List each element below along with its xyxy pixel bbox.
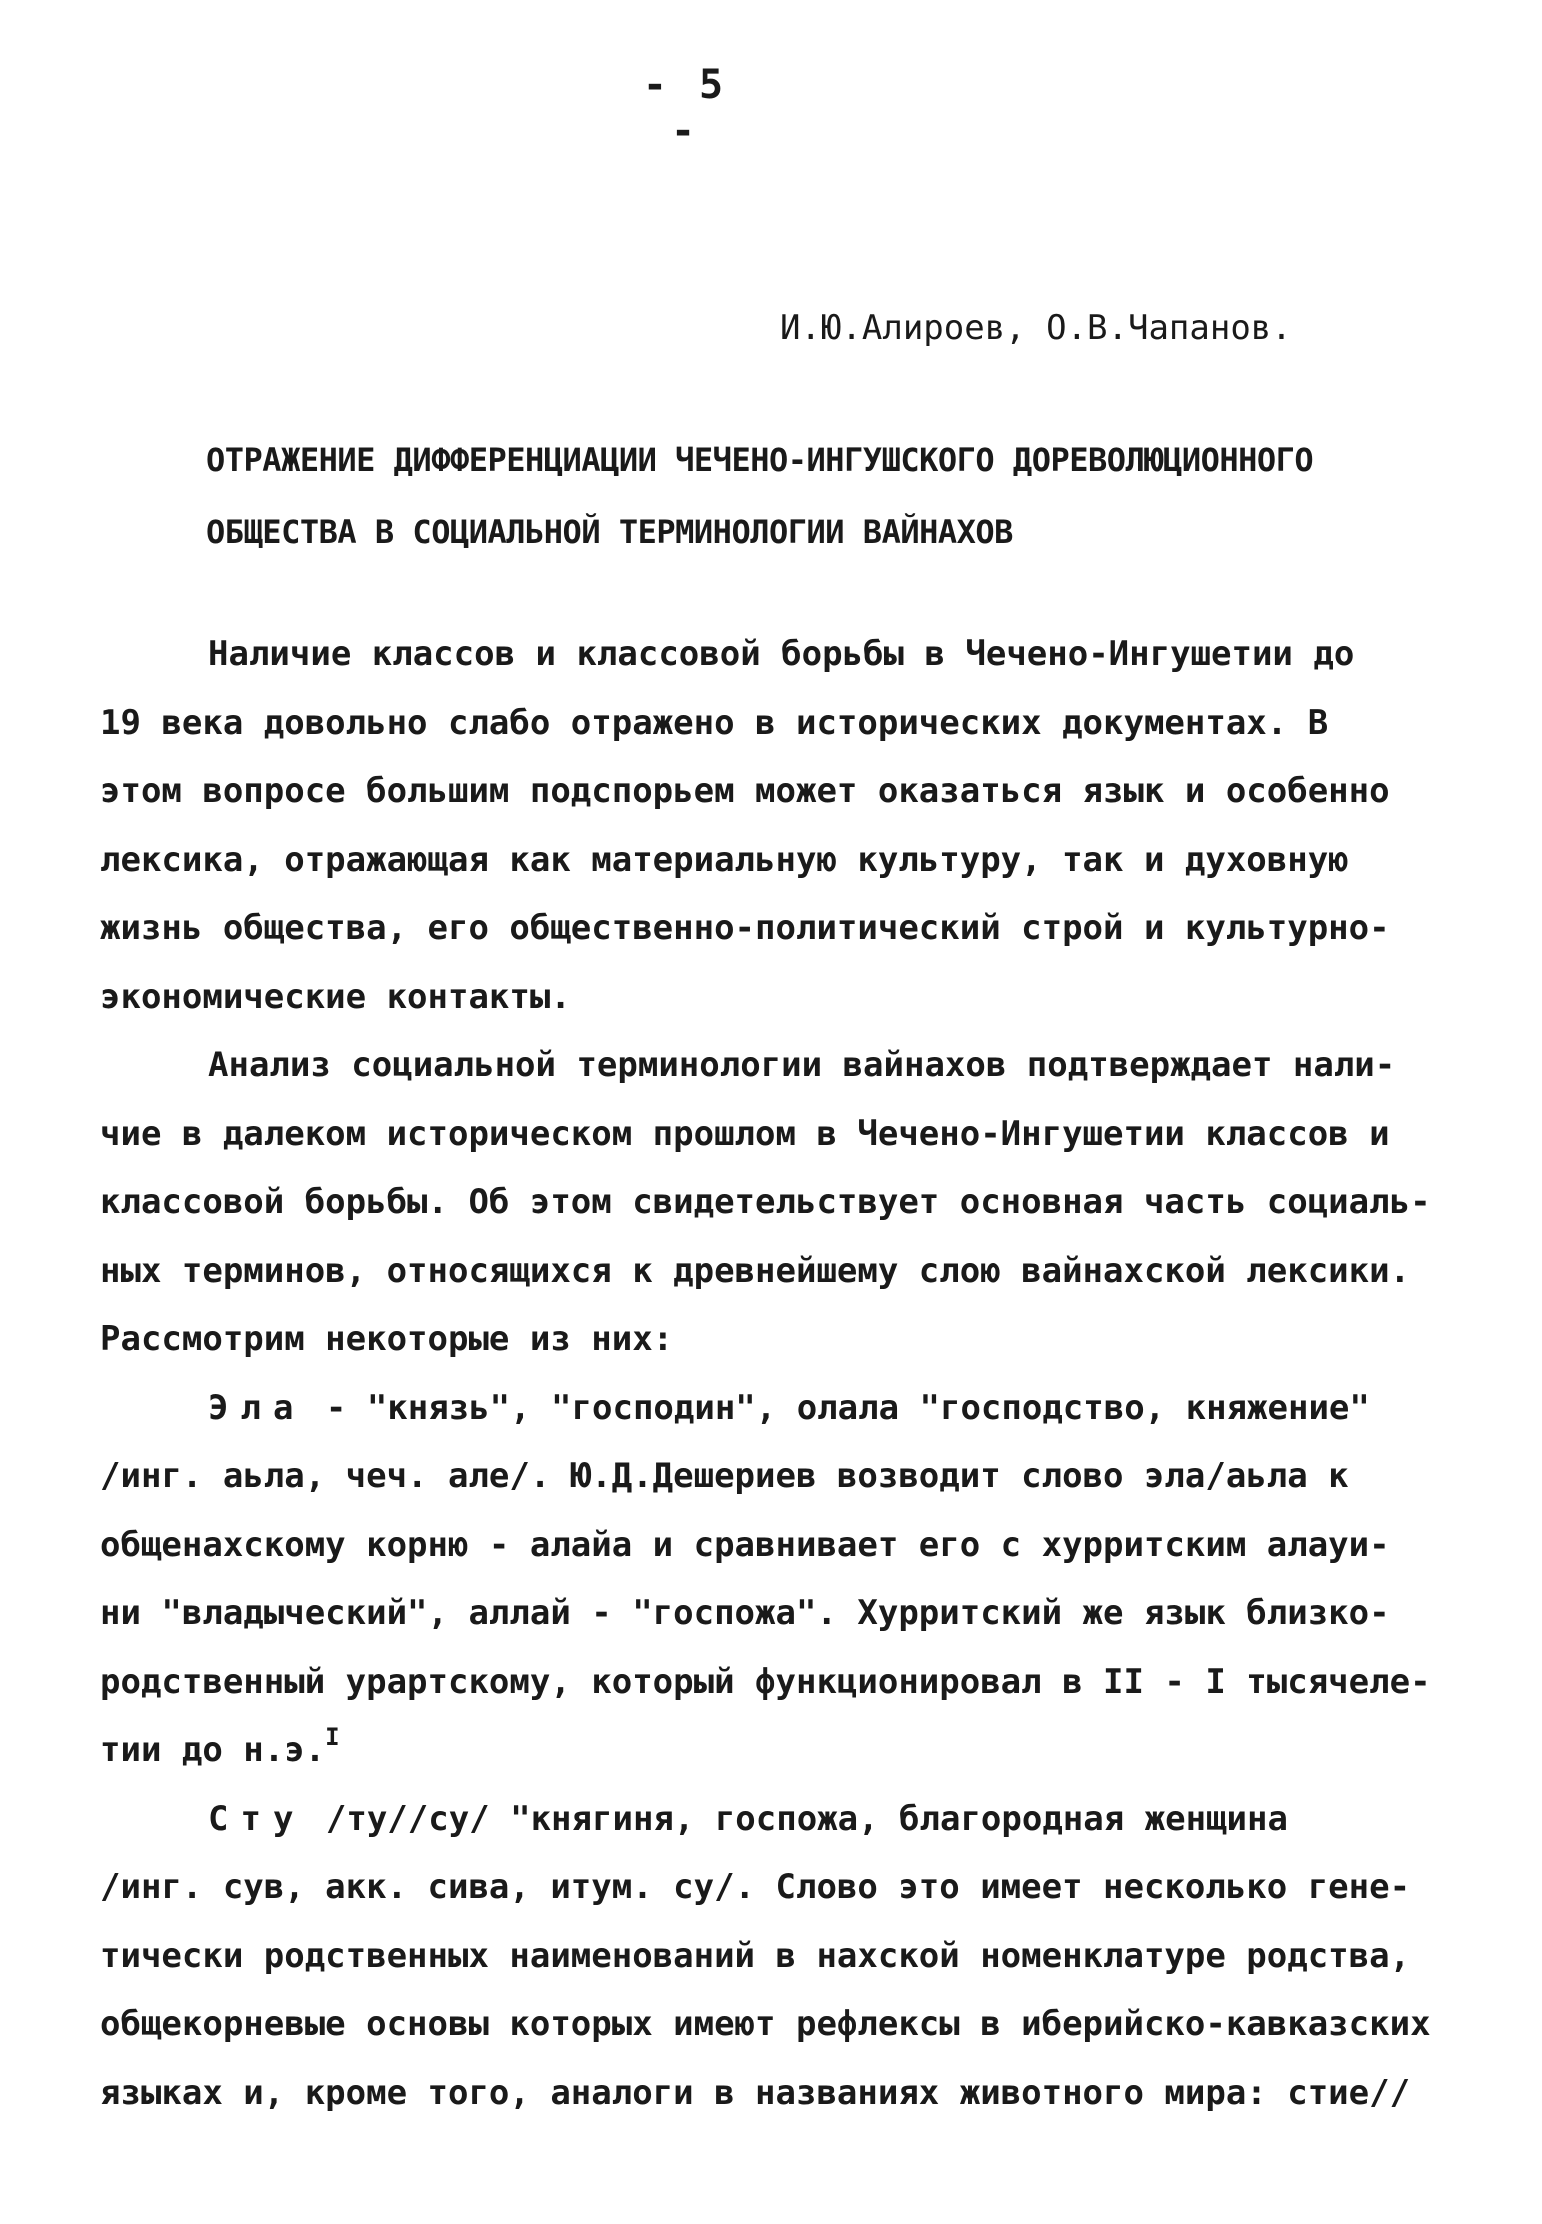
- text-line: ных терминов, относящихся к древнейшему слою вайнахской лексики.: [100, 1250, 1411, 1291]
- paragraph: [100, 620, 1440, 1031]
- text-line: тически родственных наименований в нахской номенклатуре родства,: [100, 1935, 1411, 1976]
- term-definition: /ту//су/ "княгиня, госпожа, благородная женщина: [305, 1798, 1288, 1839]
- text-line: ни "владыческий", аллай - "госпожа". Хурритский же язык близко-: [100, 1593, 1390, 1633]
- text-line: общекорневые основы которых имеют рефлексы в иберийско-кавказских: [100, 2004, 1431, 2044]
- text-line: [100, 1716, 1440, 1785]
- title-line: ОБЩЕСТВА В СОЦИАЛЬНОЙ ТЕРМИНОЛОГИИ ВАЙНАХОВ: [206, 513, 1013, 551]
- title-line: ОТРАЖЕНИЕ ДИФФЕРЕНЦИАЦИИ ЧЕЧЕНО-ИНГУШСКОГО ДОРЕВОЛЮЦИОННОГО: [206, 441, 1314, 479]
- paragraph: [100, 1374, 1440, 1785]
- text-line: Рассмотрим некоторые из них:: [100, 1319, 674, 1359]
- text-line: Анализ социальной терминологии вайнахов подтверждает нали-: [208, 1045, 1396, 1085]
- text-line: /инг. сув, акк. сива, итум. су/. Слово это имеет несколько гене-: [100, 1867, 1411, 1907]
- paragraph: [100, 1785, 1440, 2128]
- page-number: - 5 -: [642, 62, 728, 154]
- text-line: языках и, кроме того, аналоги в названиях животного мира: стие//: [100, 2072, 1411, 2113]
- paragraph: [100, 1031, 1440, 1374]
- text-line: [100, 1785, 1440, 1854]
- term-ela: Эла: [208, 1387, 306, 1428]
- text-line: классовой борьбы. Об этом свидетельствует основная часть социаль-: [100, 1182, 1431, 1222]
- text-line: общенахскому корню - алайа и сравнивает его с хурритским алауи-: [100, 1524, 1390, 1565]
- text-line: чие в далеком историческом прошлом в Чечено-Ингушетии классов и: [100, 1113, 1390, 1154]
- text-line: /инг. аьла, чеч. але/. Ю.Д.Дешериев возводит слово эла/аьла к: [100, 1456, 1349, 1496]
- text-line: лексика, отражающая как материальную культуру, так и духовную: [100, 839, 1349, 880]
- text-line: экономические контакты.: [100, 976, 571, 1017]
- authors: И.Ю.Алироев, О.В.Чапанов.: [780, 308, 1292, 348]
- text-line: 19 века довольно слабо отражено в исторических документах. В: [100, 702, 1329, 743]
- article-title: [206, 424, 1446, 568]
- text-line: [100, 1374, 1440, 1443]
- text-fragment: тии до н.э.: [100, 1730, 326, 1770]
- text-line: родственный урартскому, который функционировал в II - I тысячеле-: [100, 1661, 1431, 1702]
- text-line: этом вопросе большим подспорьем может оказаться язык и особенно: [100, 771, 1390, 811]
- footnote-marker: I: [325, 1723, 340, 1751]
- text-line: жизнь общества, его общественно-политический строй и культурно-: [100, 908, 1390, 948]
- term-stu: Сту: [208, 1798, 306, 1839]
- text-line: Наличие классов и классовой борьбы в Чечено-Ингушетии до: [208, 634, 1355, 674]
- term-definition: - "князь", "господин", олала "господство, княжение": [305, 1387, 1370, 1428]
- body-text: [100, 620, 1440, 2127]
